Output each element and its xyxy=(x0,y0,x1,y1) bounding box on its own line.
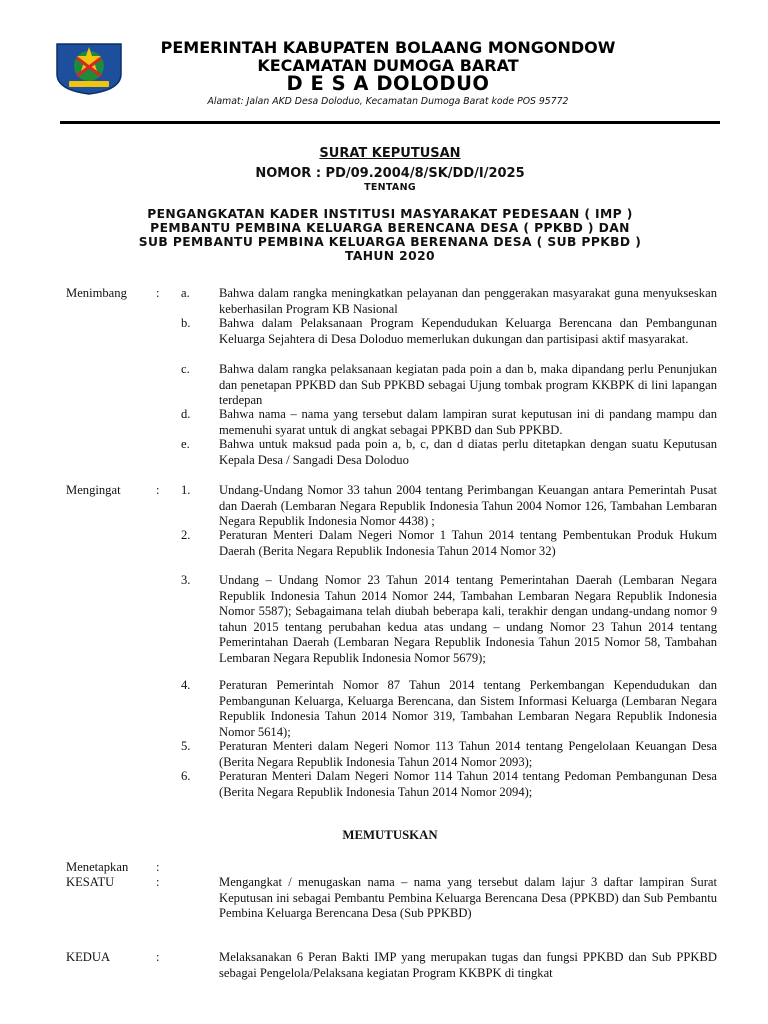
document-number: NOMOR : PD/09.2004/8/SK/DD/I/2025 xyxy=(255,166,525,181)
item-text: Undang – Undang Nomor 23 Tahun 2014 tentang Pemerintahan Daerah (Lembaran Negara Republik Indonesia Tahun 2014 Nomor 244, Tambahan Lembaran Negara Republik Indonesia Nomor 5587); Sebagaimana telah diubah beberapa kali, terakhir dengan undang-undang nomor 9 tahun 2015 tentang perubahan kedua atas undang – undang Nomor 23 Tahun 2014 tentang Pemerintahan Daerah (Lembaran Negara Republik Indonesia Tahun 2015 Nomor 58, Tambahan Lembaran Negara Republik Indonesia Nomor 5679); xyxy=(219,573,717,665)
letterhead-government: PEMERINTAH KABUPATEN BOLAANG MONGONDOW xyxy=(160,38,616,57)
item-text: Bahwa dalam rangka meningkatkan pelayanan dan penggerakan masyarakat guna menyukseskan keberhasilan Program KB Nasional xyxy=(219,286,717,316)
item-text: Bahwa dalam Pelaksanaan Program Kependudukan Keluarga Berencana dan Pembangunan Keluarga Sejahtera di Desa Doloduo memerlukan dukungan dan partisipasi aktif masyarakat. xyxy=(219,316,717,346)
item-text: Bahwa untuk maksud pada poin a, b, c, dan d diatas perlu ditetapkan dengan suatu Keputusan Kepala Desa / Sangadi Desa Doloduo xyxy=(219,437,717,467)
mengingat-label: Mengingat xyxy=(66,483,121,497)
kedua-label: KEDUA xyxy=(66,950,111,964)
item-text: Peraturan Menteri Dalam Negeri Nomor 114 Tahun 2014 tentang Pedoman Pembangunan Desa (Berita Negara Republik Indonesia Tahun 2014 Nomor 2094); xyxy=(219,769,717,799)
item-marker: b. xyxy=(181,316,191,330)
document-title-line: SUB PEMBANTU PEMBINA KELUARGA BERENANA DESA ( SUB PPKBD ) xyxy=(138,235,642,249)
item-marker: d. xyxy=(181,407,191,421)
item-marker: 6. xyxy=(181,769,191,783)
document-type: SURAT KEPUTUSAN xyxy=(319,146,461,161)
kesatu-label: KESATU xyxy=(66,875,115,889)
kedua-colon: : xyxy=(156,950,160,964)
kedua-text: Melaksanakan 6 Peran Bakti IMP yang merupakan tugas dan fungsi PPKBD dan Sub PPKBD sebagai Pengelola/Pelaksana kegiatan Program KKBPK di tingkat xyxy=(219,950,717,980)
document-tentang: TENTANG xyxy=(364,182,416,193)
document-title-line: PENGANGKATAN KADER INSTITUSI MASYARAKAT PEDESAAN ( IMP ) xyxy=(147,207,633,221)
item-marker: 1. xyxy=(181,483,191,497)
kesatu-colon: : xyxy=(156,875,160,889)
letterhead xyxy=(0,0,768,130)
item-text: Bahwa nama – nama yang tersebut dalam lampiran surat keputusan ini di pandang mampu dan memenuhi syarat untuk di angkat sebagai PPKBD dan Sub PPKBD. xyxy=(219,407,717,437)
item-marker: 3. xyxy=(181,573,191,587)
letterhead-district: KECAMATAN DUMOGA BARAT xyxy=(257,56,519,75)
item-marker: 5. xyxy=(181,739,191,753)
menetapkan-label: Menetapkan xyxy=(66,860,129,874)
item-text: Peraturan Menteri dalam Negeri Nomor 113 Tahun 2014 tentang Pengelolaan Keuangan Desa (Berita Negara Republik Indonesia Tahun 2014 Nomor 2093); xyxy=(219,739,717,769)
item-marker: e. xyxy=(181,437,190,451)
menetapkan-colon: : xyxy=(156,860,160,874)
document-title-line: TAHUN 2020 xyxy=(344,249,436,263)
kesatu-text: Mengangkat / menugaskan nama – nama yang tersebut dalam lajur 3 daftar lampiran Surat Keputusan ini sebagai Pembantu Pembina Keluarga Berencana Desa (PPKBD) dan Sub Pembantu Pembina Keluarga Berencana Desa (Sub PPKBD) xyxy=(219,875,717,920)
mengingat-colon: : xyxy=(156,483,160,497)
regency-emblem-icon xyxy=(53,40,125,96)
menimbang-colon: : xyxy=(156,286,160,300)
memutuskan-heading: MEMUTUSKAN xyxy=(342,828,438,842)
item-marker: a. xyxy=(181,286,190,300)
item-text: Peraturan Pemerintah Nomor 87 Tahun 2014 tentang Perkembangan Kependudukan dan Pembangunan Keluarga, Keluarga Berencana, dan Sistem Informasi Keluarga (Lembaran Negara Republik Indonesia Tahun 2014 Nomor 319, Tambahan Lembaran Negara Republik Indonesia Nomor 5614); xyxy=(219,678,717,739)
item-marker: 2. xyxy=(181,528,191,542)
letterhead-village: D E S A DOLODUO xyxy=(286,72,490,95)
document-title-line: PEMBANTU PEMBINA KELUARGA BERENCANA DESA ( PPKBD ) DAN xyxy=(150,221,630,235)
menimbang-label: Menimbang xyxy=(66,286,127,300)
letterhead-address: Alamat: Jalan AKD Desa Doloduo, Kecamatan Dumoga Barat kode POS 95772 xyxy=(207,96,569,107)
item-marker: c. xyxy=(181,362,190,376)
item-text: Peraturan Menteri Dalam Negeri Nomor 1 Tahun 2014 tentang Pembentukan Produk Hukum Daerah (Berita Negara Republik Indonesia Tahun 2014 Nomor 32) xyxy=(219,528,717,558)
item-text: Bahwa dalam rangka pelaksanaan kegiatan pada poin a dan b, maka dipandang perlu Penunjukan dan penetapan PPKBD dan Sub PPKBD sebagai Ujung tombak program KKBPK di lini lapangan terdepan xyxy=(219,362,717,407)
item-text: Undang-Undang Nomor 33 tahun 2004 tentang Perimbangan Keuangan antara Pemerintah Pusat dan Daerah (Lembaran Negara Republik Indonesia Tahun 2004 Nomor 126, Tambahan Lembaran Negara Republik Indonesia Nomor 4438) ; xyxy=(219,483,717,528)
letterhead-divider xyxy=(60,121,720,124)
item-marker: 4. xyxy=(181,678,191,692)
